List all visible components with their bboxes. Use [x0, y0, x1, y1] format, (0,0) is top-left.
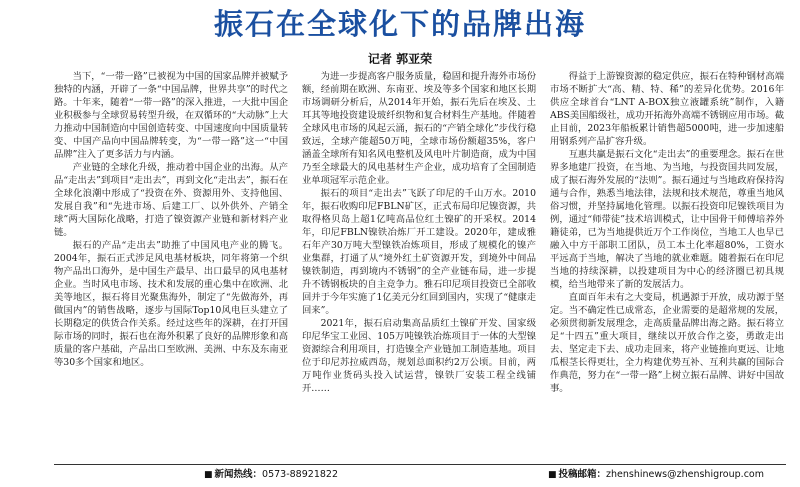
article-paragraph: 2021年，振石启动集高品质红土镍矿开发、国家级印尼华宝工业园、105万吨镍铁冶炼项目于一体的大型镍资源综合利用项目，打造镍全产业链加工制造基地。项目位于印尼苏拉威西岛，规划总面积约2万公顷。目前，两万吨作业货码头投入试运营，镍铁厂安装工程全线铺开…… — [302, 318, 536, 394]
article-paragraph: 得益于上游镍资源的稳定供应，振石在特种钢材高端市场不断扩大“高、精、特、稀”的差异化优势。2016年供应全球首台“LNT A-BOX独立液罐系统”制作，入籍ABS美国船级社，成功开拓海外高端不锈钢应用市场。截止目前，2023年船板累计销售超5000吨，进一步加速船用钢系列产品扩容升级。 — [550, 71, 784, 147]
hotline-number: 0573-88921822 — [262, 469, 338, 480]
news-hotline — [204, 467, 338, 483]
hotline-label: 新闻热线： — [214, 469, 263, 480]
article-paragraph: 振石的项目“走出去”飞跃了印尼的千山万水。2010年，振石收购印尼FBLN矿区，正式布局印尼镍资源，共取得格贝岛上超1亿吨高品位红土镍矿的开采权。2014年，印尼FBLN镍铁冶炼厂开工建设。2020年，建成雅石年产30万吨大型镍铁冶炼项目，形成了规模化的镍产业集群，打通了从“境外红土矿资源开发，到境外中间品镍铁制造，再到境内不锈钢”的全产业链布局，进一步提升不锈钢板块的自主竞争力。雅石印尼项目投资已全部收回并于今年实施了1亿美元分红回到国内，实现了“健康走回来”。 — [302, 188, 536, 316]
article-paragraph: 互惠共赢是振石文化“走出去”的重要理念。振石在世界多地建厂投资，在当地、为当地，与投资国共同发展，成了振石海外发展的“法则”。振石通过与当地政府保持沟通与合作，熟悉当地法律，法规和技术规范，尊重当地风俗习惯，并坚持属地化管理。以振石投资印尼镍铁项目为例，通过“师带徒”技术培训模式，让中国骨干师傅培养外籍徒弟，已为当地提供近万个工作岗位，当地工人也早已融入中方干部职工团队，员工本土化率超80%，工资水平远高于当地，解决了当地的就业难题。随着振石在印尼当地的持续深耕，以投建项目为中心的经济圈已初具规模，给当地带来了新的发展活力。 — [550, 149, 784, 290]
article-column-3 — [550, 70, 784, 462]
email-label: 投稿邮箱： — [558, 469, 607, 480]
email-address: zhenshinews@zhenshigroup.com — [606, 469, 764, 480]
page-footer — [54, 467, 786, 483]
article-byline: 记者 郭亚荣 — [367, 52, 433, 66]
article-paragraph: 产业链的全球化升级，推动着中国企业的出海。从产品“走出去”到项目“走出去”，再到文化“走出去”，振石在全球化浪潮中形成了“投资在外、资源用外、支持他国、发展自我”和“先进市场、后建工厂、以外供外、产销全球”两大国际化战略，打造了镍资源产业链和新材料产业链。 — [54, 162, 288, 238]
submission-email — [548, 467, 764, 483]
square-bullet-icon: ■ — [204, 470, 213, 480]
square-bullet-icon: ■ — [548, 470, 557, 480]
article-paragraph: 振石的产品“走出去”助推了中国风电产业的腾飞。2004年，振石正式涉足风电基材板块，同年将第一个织物产品出口海外，是中国生产最早、出口最早的风电基材企业。当时风电市场、技术和发展的重心集中在欧洲、北美等地区，振石将目光聚焦海外，制定了“先做海外，再做国内”的销售战略，逐步与国际Top10风电巨头建立了长期稳定的供货合作关系。经过这些年的深耕，在打开国际市场的同时，振石也在海外积累了良好的品牌形象和高质量的客户基础，产品出口至欧洲、美洲、中东及东南亚等30多个国家和地区。 — [54, 240, 288, 368]
article-paragraph: 当下，“一带一路”已被视为中国的国家品牌并被赋予独特的内涵，开辟了一条“中国品牌，世界共享”的时代之路。十年来，随着“一带一路”的深入推进，一大批中国企业积极参与全球贸易转型升级，在双循环的“大动脉”上大力推动中国制造向中国创造转变、中国速度向中国质量转变、中国产品向中国品牌转变，为“一带一路”这一“中国品牌”注入了更多活力与内涵。 — [54, 71, 288, 160]
article-paragraph: 为进一步提高客户服务质量，稳固和提升海外市场份额，经前期在欧洲、东南亚、埃及等多个国家和地区长期市场调研分析后，从2014年开始，振石先后在埃及、土耳其等地投资建设玻纤织物和复合材料生产基地。伴随着全球风电市场的风起云涌，振石的“产销全球化”步伐行稳致远，全球产能超50万吨，全球市场份额超35%，客户涵盖全球所有知名风电整机及风电叶片制造商，成为中国乃至全球最大的风电基材生产企业，成功培育了全国制造业单项冠军示范企业。 — [302, 71, 536, 186]
article-body — [54, 70, 786, 462]
article-column-2 — [302, 70, 536, 462]
article-column-1 — [54, 70, 288, 462]
footer-divider — [54, 464, 786, 465]
article-title: 振石在全球化下的品牌出海 — [213, 7, 586, 41]
article-paragraph: 直面百年未有之大变局，机遇源于开放，成功源于坚定。当不确定性已成常态，企业需要的是超常规的发展，必须贯彻新发展理念，走高质量品牌出海之路。振石将立足“十四五”重大项目，继续以开放合作之姿，勇敢走出去、坚定走下去、成功走回来，将产业链推向更远、让地瓜根茎长得更壮，全力构建优势互补、互利共赢的国际合作典范，努力在“一带一路”上树立振石品牌、讲好中国故事。 — [550, 292, 784, 394]
